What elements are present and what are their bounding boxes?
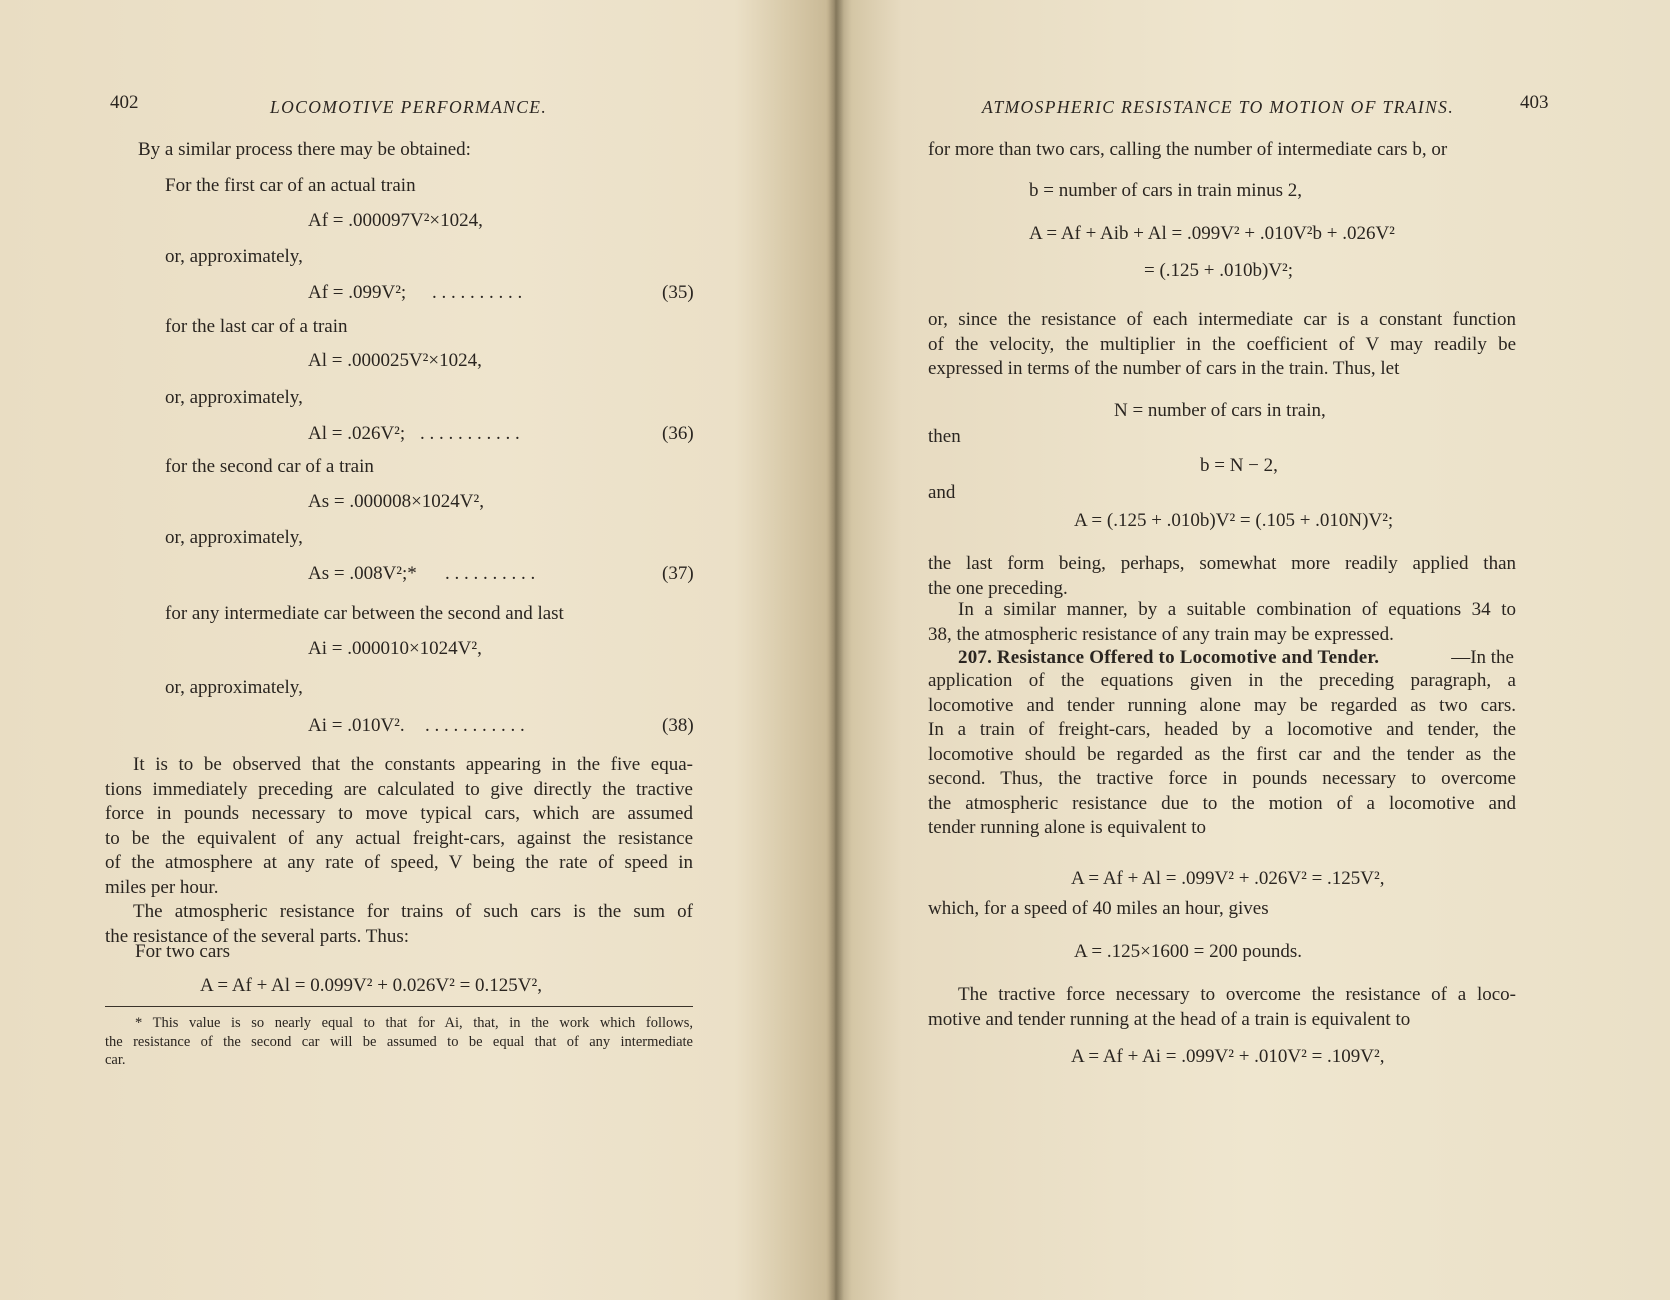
- paragraph-line: miles per hour.: [105, 876, 219, 898]
- paragraph-line: 38, the atmospheric resistance of any train may be expressed.: [928, 623, 1394, 645]
- eq-A-expansion: A = Af + Aib + Al = .099V² + .010V²b + .026V²: [1029, 223, 1395, 244]
- approx-label-2: or, approximately,: [165, 387, 303, 408]
- paragraph-line: of the atmosphere at any rate of speed, V being the rate of speed in: [105, 852, 693, 873]
- paragraph-line: or, since the resistance of each intermediate car is a constant function: [928, 309, 1516, 330]
- left-intro: By a similar process there may be obtained:: [138, 139, 471, 160]
- first-car-label: For the first car of an actual train: [165, 175, 416, 196]
- paragraph-line: expressed in terms of the number of cars in the train. Thus, let: [928, 358, 1400, 379]
- second-car-label: for the second car of a train: [165, 456, 374, 477]
- eq-first-car-approx: Af = .099V²;: [308, 282, 407, 303]
- paragraph-line: the atmospheric resistance due to the motion of a locomotive and: [928, 792, 1516, 814]
- eq38-leader-dots: . . . . . . . . . . .: [425, 715, 525, 736]
- right-paragraph-velocity: [928, 308, 1516, 382]
- then-label: then: [928, 426, 961, 447]
- eq-N-definition: N = number of cars in train,: [1114, 400, 1326, 421]
- section-number: 207.: [958, 647, 993, 668]
- paragraph-line: application of the equations given in the preceding paragraph, a: [928, 670, 1516, 691]
- eq-last-car-full: Al = .000025V²×1024,: [308, 350, 482, 371]
- paragraph-line: to be the equivalent of any actual freight-cars, against the resistance: [105, 827, 693, 849]
- section-207-heading: [958, 646, 1514, 670]
- eq-b-from-N: b = N − 2,: [1200, 455, 1278, 476]
- eq-A-in-N: A = (.125 + .010b)V² = (.105 + .010N)V²;: [1074, 510, 1394, 531]
- right-page: [926, 0, 1554, 1300]
- right-running-head: ATMOSPHERIC RESISTANCE TO MOTION OF TRAINS.: [982, 97, 1455, 117]
- left-paragraph-constants: [105, 753, 693, 900]
- book-gutter: [826, 0, 844, 1300]
- right-intro: for more than two cars, calling the number of intermediate cars b, or: [928, 139, 1448, 160]
- equation-number-38: (38): [662, 715, 694, 736]
- eq-A-simplified: = (.125 + .010b)V²;: [1144, 260, 1294, 281]
- left-running-head: LOCOMOTIVE PERFORMANCE.: [270, 97, 548, 117]
- paragraph-line: the resistance of the several parts. Thus:: [105, 925, 410, 947]
- last-car-label: for the last car of a train: [165, 316, 348, 337]
- paragraph-line: motive and tender running at the head of a train is equivalent to: [928, 1008, 1411, 1030]
- right-paragraph-last-form: [928, 552, 1516, 601]
- right-page-number: 403: [1520, 92, 1549, 113]
- eq-second-car-approx: As = .008V²;*: [308, 563, 417, 584]
- approx-label-1: or, approximately,: [165, 246, 303, 267]
- paragraph-line: The atmospheric resistance for trains of such cars is the sum of: [133, 901, 693, 922]
- left-page: [105, 0, 738, 1300]
- eq-b-definition: b = number of cars in train minus 2,: [1029, 180, 1302, 201]
- eq-200-pounds: A = .125×1600 = 200 pounds.: [1074, 941, 1302, 962]
- eq-first-car-full: Af = .000097V²×1024,: [308, 210, 483, 231]
- paragraph-line: locomotive should be regarded as the first car and the tender as the: [928, 743, 1516, 765]
- paragraph-line: second. Thus, the tractive force in pounds necessary to overcome: [928, 768, 1516, 789]
- approx-label-4: or, approximately,: [165, 677, 303, 698]
- footnote-rule: [105, 1006, 693, 1007]
- paragraph-line: tender running alone is equivalent to: [928, 817, 1207, 838]
- footnote-line: the resistance of the second car will be assumed to be equal that of any intermediate: [105, 1033, 693, 1050]
- footnote: [105, 1014, 693, 1070]
- paragraph-line: force in pounds necessary to move typical cars, which are assumed: [105, 803, 693, 824]
- paragraph-line: In a train of freight-cars, headed by a locomotive and tender, the: [928, 719, 1516, 740]
- right-paragraph-locomotive: [928, 669, 1516, 841]
- left-page-number: 402: [110, 92, 139, 113]
- section-heading-rest: —In the: [1451, 647, 1514, 668]
- approx-label-3: or, approximately,: [165, 527, 303, 548]
- paragraph-line: In a similar manner, by a suitable combination of equations 34 to: [958, 599, 1516, 620]
- equation-number-37: (37): [662, 563, 694, 584]
- equation-number-35: (35): [662, 282, 694, 303]
- eq-locomotive-tender: A = Af + Al = .099V² + .026V² = .125V²,: [1071, 868, 1385, 889]
- eq-intermediate-approx: Ai = .010V².: [308, 715, 405, 736]
- paragraph-line: The tractive force necessary to overcome the resistance of a loco-: [958, 984, 1516, 1005]
- eq-last-car-approx: Al = .026V²;: [308, 423, 406, 444]
- right-paragraph-head-of-train: [928, 983, 1516, 1032]
- eq36-leader-dots: . . . . . . . . . . .: [420, 423, 520, 444]
- section-title: Resistance Offered to Locomotive and Tender.: [996, 647, 1380, 668]
- footnote-line: car.: [105, 1052, 126, 1068]
- eq-two-cars: A = Af + Al = 0.099V² + 0.026V² = 0.125V²,: [200, 975, 542, 996]
- eq-intermediate-full: Ai = .000010×1024V²,: [308, 638, 482, 659]
- right-paragraph-similar: [928, 598, 1516, 647]
- two-cars-label: For two cars: [135, 941, 230, 962]
- and-label: and: [928, 482, 956, 503]
- eq37-leader-dots: . . . . . . . . . .: [445, 563, 536, 584]
- paragraph-line: of the velocity, the multiplier in the coefficient of V may readily be: [928, 333, 1516, 355]
- paragraph-line: tions immediately preceding are calculated to give directly the tractive: [105, 778, 693, 800]
- paragraph-line: the one preceding.: [928, 577, 1068, 599]
- paragraph-line: locomotive and tender running alone may be regarded as two cars.: [928, 694, 1516, 716]
- equation-number-36: (36): [662, 423, 694, 444]
- eq35-leader-dots: . . . . . . . . . .: [432, 282, 523, 303]
- speed-line: which, for a speed of 40 miles an hour, gives: [928, 898, 1269, 919]
- eq-second-car-full: As = .000008×1024V²,: [308, 491, 484, 512]
- footnote-line: * This value is so nearly equal to that for Ai, that, in the work which follows,: [135, 1015, 693, 1031]
- paragraph-line: It is to be observed that the constants appearing in the five equa-: [133, 754, 693, 775]
- intermediate-car-label: for any intermediate car between the second and last: [165, 603, 564, 624]
- paragraph-line: the last form being, perhaps, somewhat more readily applied than: [928, 553, 1516, 574]
- eq-head-of-train: A = Af + Ai = .099V² + .010V² = .109V²,: [1071, 1046, 1385, 1067]
